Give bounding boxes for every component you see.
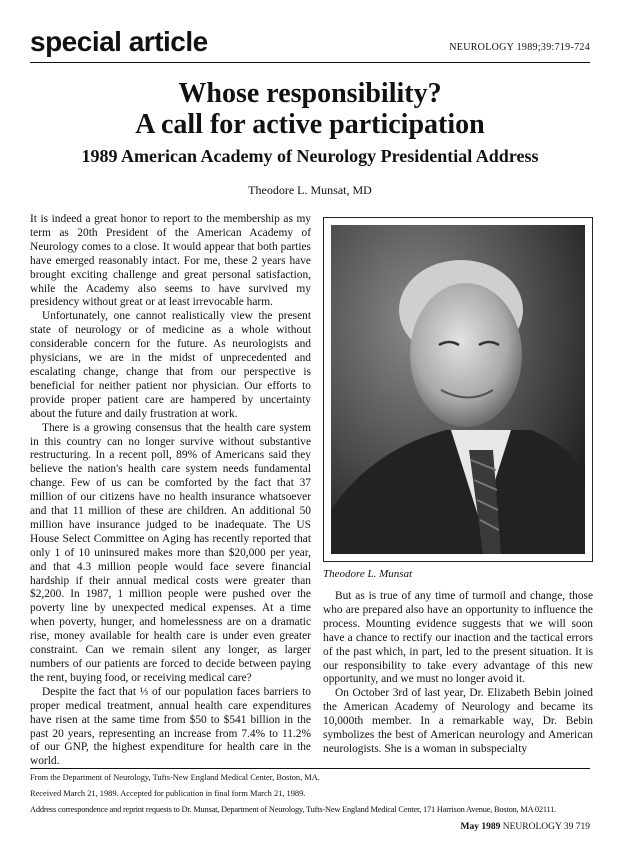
- paragraph: But as is true of any time of turmoil and change, those who are prepared also have an opportunity to influence the process. Mounting evidence suggests that we will soon have a chance to rectify our inaction and the tactical errors of the past which, in part, led to the present situation. It is our responsibility to take every advantage of this new opportunity, and we must no longer avoid it.: [323, 590, 593, 686]
- footnote-correspondence: Address correspondence and reprint requests to Dr. Munsat, Department of Neurology, Tufts-New England Medical Center, 171 Harrison Avenue, Boston, MA 02111.: [30, 805, 557, 814]
- author-byline: Theodore L. Munsat, MD: [248, 183, 372, 197]
- header-rule: [30, 62, 590, 63]
- body-column-left: [30, 213, 311, 769]
- section-kicker: special article: [30, 26, 208, 57]
- paragraph: On October 3rd of last year, Dr. Elizabeth Bebin joined the American Academy of Neurology and became its 10,000th member. In a remarkable way, Dr. Bebin symbolizes the best of American neurology and American neurologists. She is a woman in subspecialty: [323, 687, 593, 755]
- footnote-received: Received March 21, 1989. Accepted for publication in final form March 21, 1989.: [30, 789, 306, 798]
- journal-page-number: NEUROLOGY 39 719: [502, 822, 590, 832]
- title-line-1: Whose responsibility?: [178, 78, 442, 109]
- paragraph: There is a growing consensus that the health care system in this country can no longer survive without substantive restructuring. In a recent poll, 89% of Americans said they believe the nation's health care system needs fundamental change. Few of us can be comforted by the fact that 37 million of our citizens have no health insurance whatsoever and that 11 million of these are children. An additional 50 million have insurance judged to be inadequate. The US House Select Committee on Aging has recently reported that only 1 of 10 uninsured makes more than $20,000 per year, and that 4.3 million people would face severe financial hardship if their annual medical costs were greater than $2,200. In 1987, 1 million people were pushed over the poverty line by unexpected medical expenses. At a time when poverty, hunger, and homelessness are on a dramatic rise, money available for health care is under even greater constraint. Can we remain silent any longer, as larger numbers of our patients are forced to decide between paying the rent, buying food, or receiving medical care?: [30, 421, 311, 684]
- photo-caption: Theodore L. Munsat: [323, 568, 413, 580]
- footnote-affiliation: From the Department of Neurology, Tufts-New England Medical Center, Boston, MA.: [30, 773, 320, 782]
- issue-date: May 1989: [460, 822, 501, 832]
- title-line-2: A call for active participation: [135, 109, 485, 140]
- author-portrait-photo: [331, 225, 585, 554]
- footnote-rule: [30, 768, 590, 769]
- journal-citation: NEUROLOGY 1989;39:719-724: [449, 42, 590, 53]
- body-column-right: [323, 590, 593, 757]
- paragraph: Despite the fact that ⅓ of our population faces barriers to proper medical treatment, annual health care expenditures have risen at the same time from $50 to $541 billion in the past 20 years, representing an increase from 7.4% to 11.2% of our GNP, the highest expenditure for health care in the world.: [30, 685, 311, 768]
- article-title: [30, 78, 590, 140]
- paragraph: It is indeed a great honor to report to the membership as my term as 20th President of the American Academy of Neurology comes to a close. It would appear that both parties have emerged reasonably intact. For me, these 2 years have brought exciting challenge and great personal satisfaction, while the Academy also seems to have survived my presidency without great or at least irrevocable harm.: [30, 213, 311, 309]
- article-subtitle: 1989 American Academy of Neurology Presidential Address: [81, 146, 539, 166]
- paragraph: Unfortunately, one cannot realistically view the present state of neurology or of medicine as a whole without considerable concern for the future. As neurologists and physicians, we are in the midst of unprecedented and escalating change, change that from our perspective is beneficial for neither patient nor physician. Our efforts to provide proper patient care are hampered by uncertainty about the future and daily frustration at work.: [30, 310, 311, 420]
- page-footer: [461, 822, 590, 832]
- author-photo-frame: [323, 217, 593, 562]
- running-header: [30, 26, 590, 60]
